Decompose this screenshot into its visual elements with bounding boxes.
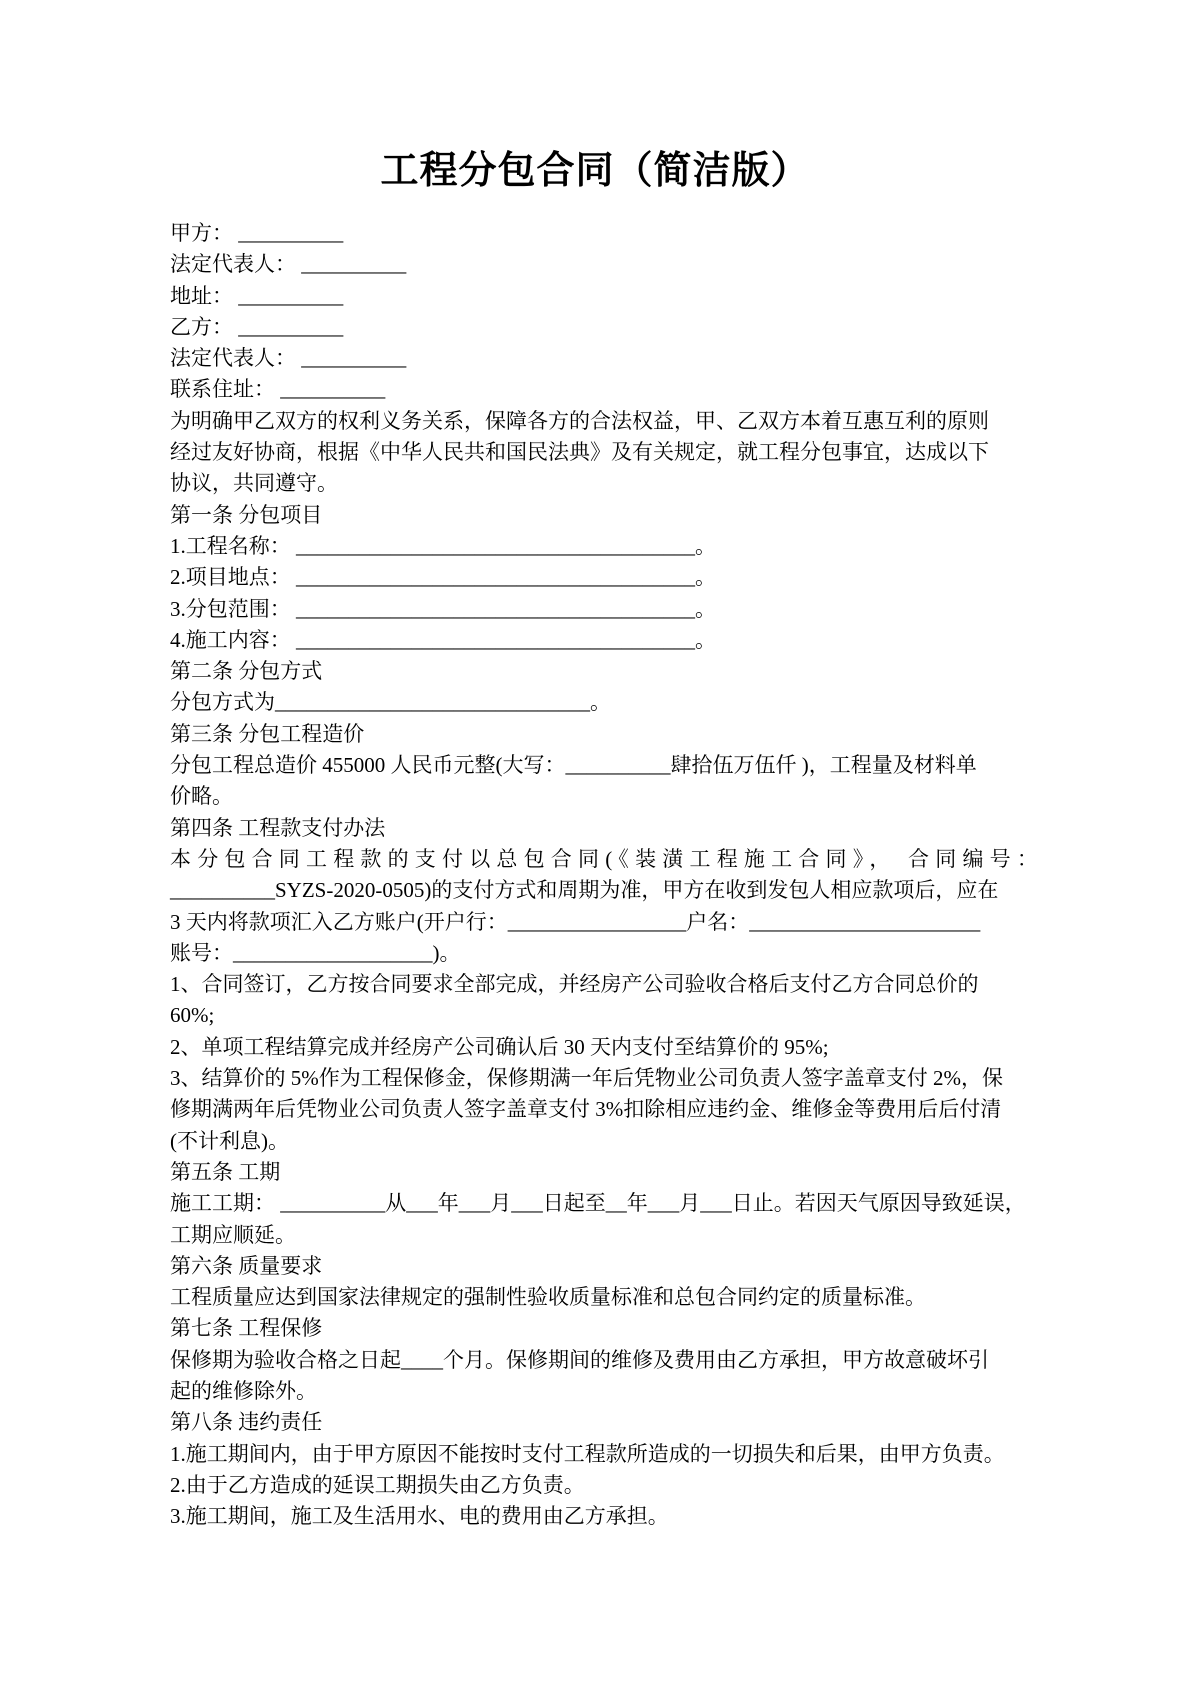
contract-line: 起的维修除外。 <box>170 1378 317 1403</box>
contract-line: 第一条 分包项目 <box>170 502 323 527</box>
contract-line: 3、结算价的 5%作为工程保修金，保修期满一年后凭物业公司负责人签字盖章支付 2%，保 <box>170 1066 1003 1091</box>
contract-line: 协议，共同遵守。 <box>170 471 338 496</box>
contract-line: 施工工期： __________从___年___月___日起至__年___月___日止。若因天气原因导致延误， <box>170 1191 1026 1216</box>
contract-line: 第八条 违约责任 <box>170 1410 323 1435</box>
contract-line: 3.施工期间，施工及生活用水、电的费用由乙方承担。 <box>170 1504 669 1529</box>
contract-line: 甲方： __________ <box>170 221 344 245</box>
contract-line: 3.分包范围： ______________________________________。 <box>170 596 716 621</box>
contract-line: 1、合同签订，乙方按合同要求全部完成，并经房产公司验收合格后支付乙方合同总价的 <box>170 972 979 997</box>
contract-line: 3 天内将款项汇入乙方账户(开户行：_________________户名：______________________ <box>170 909 981 934</box>
contract-line: 2、单项工程结算完成并经房产公司确认后 30 天内支付至结算价的 95%; <box>170 1034 829 1059</box>
contract-line: 第五条 工期 <box>170 1159 281 1184</box>
contract-line: 2.由于乙方造成的延误工期损失由乙方负责。 <box>170 1472 585 1497</box>
contract-line: 为明确甲乙双方的权利义务关系，保障各方的合法权益，甲、乙双方本着互惠互利的原则 <box>170 408 989 433</box>
contract-line: __________SYZS-2020-0505)的支付方式和周期为准，甲方在收到发包人相应款项后，应在 <box>170 878 999 903</box>
contract-line: 1.工程名称： ______________________________________。 <box>170 533 716 558</box>
contract-line: 分包工程总造价 455000 人民币元整(大写：__________肆拾伍万伍仟 )，工程量及材料单 <box>170 753 977 778</box>
contract-line: 工程质量应达到国家法律规定的强制性验收质量标准和总包合同约定的质量标准。 <box>170 1285 926 1310</box>
contract-line: 第六条 质量要求 <box>170 1253 323 1278</box>
document-title: 工程分包合同（简洁版） <box>380 150 810 192</box>
contract-line: 修期满两年后凭物业公司负责人签字盖章支付 3%扣除相应违约金、维修金等费用后后付清 <box>170 1097 1002 1122</box>
contract-line: 第四条 工程款支付办法 <box>170 815 386 840</box>
contract-line: 1.施工期间内，由于甲方原因不能按时支付工程款所造成的一切损失和后果，由甲方负责。 <box>170 1441 1005 1466</box>
contract-line: 本分包合同工程款的支付以总包合同(《装潢工程施工合同》， 合同编号： <box>170 846 1045 871</box>
contract-line: 60%; <box>170 1003 215 1028</box>
contract-line: 经过友好协商，根据《中华人民共和国民法典》及有关规定，就工程分包事宜，达成以下 <box>170 440 989 465</box>
contract-line: 2.项目地点： ______________________________________。 <box>170 565 716 590</box>
contract-line: 地址： __________ <box>170 283 344 308</box>
contract-line: 联系住址： __________ <box>170 377 386 402</box>
contract-line: 分包方式为______________________________。 <box>170 690 611 715</box>
contract-line: 法定代表人： __________ <box>170 252 407 277</box>
contract-line: 法定代表人： __________ <box>170 346 407 371</box>
contract-line: (不计利息)。 <box>170 1128 289 1153</box>
contract-line: 4.施工内容： ______________________________________。 <box>170 627 716 652</box>
contract-line: 保修期为验收合格之日起____个月。保修期间的维修及费用由乙方承担，甲方故意破坏引 <box>170 1347 989 1372</box>
contract-line: 工期应顺延。 <box>170 1222 296 1247</box>
document-body <box>170 218 1045 1532</box>
contract-line: 第二条 分包方式 <box>170 659 323 684</box>
contract-line: 账号：___________________)。 <box>170 940 461 965</box>
contract-line: 第七条 工程保修 <box>170 1316 323 1341</box>
contract-line: 乙方： __________ <box>170 314 344 339</box>
contract-line: 价略。 <box>170 784 233 809</box>
contract-line: 第三条 分包工程造价 <box>170 721 365 746</box>
